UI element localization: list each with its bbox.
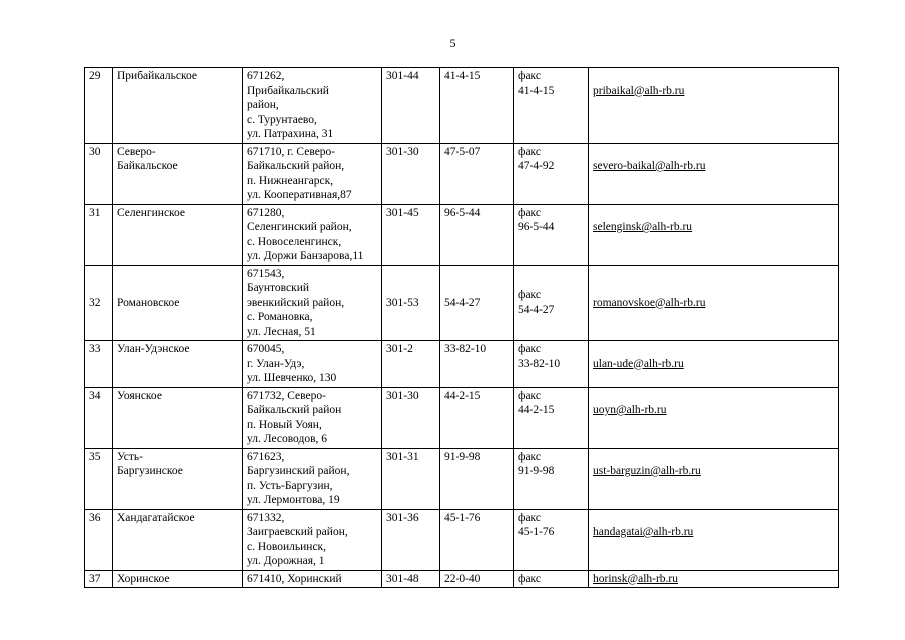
row-number-cell — [85, 204, 113, 265]
address-line: ул. Лесная, 51 — [247, 325, 316, 338]
fax-line: 54-4-27 — [518, 303, 555, 316]
email-cell — [589, 448, 839, 509]
forestry-name: Байкальское — [117, 160, 178, 172]
forestry-name-cell — [113, 143, 243, 204]
email-cell — [589, 143, 839, 204]
email-cell — [589, 204, 839, 265]
address-cell — [243, 143, 382, 204]
forestry-name: Уоянское — [117, 389, 162, 402]
email-link[interactable]: pribaikal@alh-rb.ru — [593, 84, 685, 97]
table-row — [85, 448, 839, 509]
phone-number: 47-5-07 — [444, 145, 481, 158]
fax-line: факс — [518, 70, 541, 82]
email-link[interactable]: horinsk@alh-rb.ru — [593, 572, 679, 585]
address-line: Байкальский район — [247, 404, 342, 416]
row-number-cell — [85, 68, 113, 144]
table-row — [85, 570, 839, 588]
phone-number: 54-4-27 — [444, 296, 481, 309]
address-line: 670045, — [247, 343, 285, 355]
fax-cell — [514, 570, 589, 588]
phone-code-cell — [382, 204, 440, 265]
fax-line: факс — [518, 511, 541, 524]
phone-code-cell — [382, 68, 440, 144]
address-line: ул. Лермонтова, 19 — [247, 494, 340, 506]
fax-line: 96-5-44 — [518, 221, 555, 233]
row-number: 29 — [89, 70, 101, 82]
address-line: ул. Шевченко, 130 — [247, 372, 337, 384]
forestry-name-cell — [113, 204, 243, 265]
phone-number: 22-0-40 — [444, 572, 481, 585]
email-cell — [589, 387, 839, 448]
email-cell — [589, 265, 839, 341]
forestry-name-cell — [113, 570, 243, 588]
row-number-cell — [85, 341, 113, 388]
forestry-name: Баргузинское — [117, 465, 183, 477]
table-row — [85, 341, 839, 388]
phone-code: 301-44 — [386, 70, 419, 82]
address-line: район, — [247, 99, 279, 111]
phone-code-cell — [382, 341, 440, 388]
forestry-name: Хандагатайское — [117, 511, 195, 524]
address-line: эвенкийский район, — [247, 296, 345, 309]
phone-cell — [440, 265, 514, 341]
phone-cell — [440, 68, 514, 144]
address-cell — [243, 204, 382, 265]
phone-code-cell — [382, 265, 440, 341]
address-line: ул. Дорожная, 1 — [247, 555, 325, 567]
forestry-name-cell — [113, 509, 243, 570]
table-row — [85, 387, 839, 448]
phone-cell — [440, 143, 514, 204]
phone-number: 91-9-98 — [444, 450, 481, 463]
row-number-cell — [85, 509, 113, 570]
table-row — [85, 143, 839, 204]
address-line: ул. Доржи Банзарова,11 — [247, 250, 364, 262]
address-line: п. Усть-Баргузин, — [247, 479, 333, 492]
address-line: с. Новоселенгинск, — [247, 235, 342, 248]
address-cell — [243, 570, 382, 588]
email-cell — [589, 509, 839, 570]
forestry-name-cell — [113, 387, 243, 448]
fax-line: 47-4-92 — [518, 160, 555, 172]
address-line: ул. Кооперативная,87 — [247, 189, 352, 201]
address-line: ул. Патрахина, 31 — [247, 128, 334, 140]
phone-cell — [440, 448, 514, 509]
address-line: с. Романовка, — [247, 311, 313, 323]
phone-code-cell — [382, 448, 440, 509]
row-number-cell — [85, 570, 113, 588]
email-link[interactable]: ust-barguzin@alh-rb.ru — [593, 465, 701, 477]
email-cell — [589, 570, 839, 588]
phone-cell — [440, 341, 514, 388]
address-line: с. Турунтаево, — [247, 113, 317, 126]
fax-cell — [514, 341, 589, 388]
fax-line: факс — [518, 145, 541, 158]
fax-cell — [514, 265, 589, 341]
address-line: Заиграевский район, — [247, 526, 348, 538]
forestry-name: Селенгинское — [117, 206, 186, 219]
phone-number: 44-2-15 — [444, 389, 481, 402]
phone-code-cell — [382, 509, 440, 570]
row-number-cell — [85, 143, 113, 204]
fax-cell — [514, 387, 589, 448]
phone-number: 41-4-15 — [444, 70, 481, 82]
fax-line: факс — [518, 343, 541, 355]
forestry-name: Романовское — [117, 296, 180, 309]
address-cell — [243, 509, 382, 570]
fax-line: факс — [518, 572, 541, 585]
address-cell — [243, 387, 382, 448]
phone-code: 301-30 — [386, 389, 419, 402]
email-spacer — [593, 389, 834, 404]
address-line: 671332, — [247, 511, 285, 524]
phone-cell — [440, 204, 514, 265]
email-link[interactable]: selenginsk@alh-rb.ru — [593, 221, 693, 233]
address-line: г. Улан-Удэ, — [247, 357, 305, 370]
email-cell — [589, 68, 839, 144]
table-body — [85, 68, 839, 588]
forestry-name-cell — [113, 265, 243, 341]
address-line: 671543, — [247, 267, 285, 280]
phone-code-cell — [382, 387, 440, 448]
phone-number: 45-1-76 — [444, 511, 481, 524]
phone-code: 301-36 — [386, 511, 419, 524]
row-number: 37 — [89, 572, 101, 585]
phone-code-cell — [382, 143, 440, 204]
fax-line: факс — [518, 450, 541, 463]
row-number: 35 — [89, 450, 101, 463]
forestry-name: Усть- — [117, 450, 143, 463]
phone-cell — [440, 570, 514, 588]
address-cell — [243, 448, 382, 509]
phone-cell — [440, 387, 514, 448]
row-number: 32 — [89, 296, 101, 309]
fax-cell — [514, 509, 589, 570]
address-cell — [243, 265, 382, 341]
email-link[interactable]: ulan-ude@alh-rb.ru — [593, 357, 684, 370]
address-line: 671732, Северо- — [247, 389, 326, 402]
fax-cell — [514, 68, 589, 144]
page-number: 5 — [449, 36, 456, 50]
email-link[interactable]: handagatai@alh-rb.ru — [593, 526, 694, 538]
address-line: Прибайкальский — [247, 84, 329, 97]
fax-line: 33-82-10 — [518, 357, 561, 370]
address-line: Байкальский район, — [247, 160, 345, 172]
row-number-cell — [85, 387, 113, 448]
address-line: п. Нижнеангарск, — [247, 174, 334, 187]
table-row — [85, 68, 839, 144]
fax-line: факс — [518, 389, 541, 402]
address-line: 671262, — [247, 70, 285, 82]
address-line: 671410, Хоринский — [247, 572, 342, 585]
forestry-name-cell — [113, 448, 243, 509]
fax-line: 44-2-15 — [518, 404, 555, 416]
forestry-name-cell — [113, 341, 243, 388]
forestry-name-cell — [113, 68, 243, 144]
row-number: 36 — [89, 511, 101, 524]
fax-line: факс — [518, 206, 541, 219]
row-number-cell — [85, 448, 113, 509]
fax-line: 91-9-98 — [518, 465, 555, 477]
address-line: ул. Лесоводов, 6 — [247, 433, 328, 445]
table-row — [85, 265, 839, 341]
address-line: Селенгинский район, — [247, 221, 352, 233]
phone-code: 301-53 — [386, 296, 419, 309]
address-line: 671280, — [247, 206, 285, 219]
forestry-name: Хоринское — [117, 572, 170, 585]
email-link[interactable]: romanovskoe@alh-rb.ru — [593, 296, 706, 309]
fax-cell — [514, 204, 589, 265]
forestry-name: Улан-Удэнское — [117, 343, 190, 355]
address-cell — [243, 68, 382, 144]
email-link[interactable]: uoyn@alh-rb.ru — [593, 404, 667, 416]
phone-cell — [440, 509, 514, 570]
address-line: Баргузинский район, — [247, 465, 350, 477]
row-number: 30 — [89, 145, 101, 158]
address-cell — [243, 341, 382, 388]
email-spacer — [593, 450, 834, 465]
row-number: 31 — [89, 206, 101, 219]
address-line: Баунтовский — [247, 282, 310, 294]
address-line: 671710, г. Северо- — [247, 145, 336, 158]
email-spacer — [593, 206, 834, 221]
phone-number: 96-5-44 — [444, 206, 481, 219]
fax-line: факс — [518, 289, 541, 302]
phone-code: 301-31 — [386, 450, 419, 463]
table-row — [85, 204, 839, 265]
phone-code: 301-45 — [386, 206, 419, 219]
phone-code: 301-2 — [386, 343, 413, 355]
forestry-name: Прибайкальское — [117, 70, 198, 82]
fax-line: 45-1-76 — [518, 526, 555, 538]
forestry-directory-table — [84, 67, 839, 588]
phone-code-cell — [382, 570, 440, 588]
email-spacer — [593, 145, 834, 160]
table-row — [85, 509, 839, 570]
email-spacer — [593, 511, 834, 526]
fax-line: 41-4-15 — [518, 84, 555, 97]
phone-number: 33-82-10 — [444, 343, 487, 355]
email-spacer — [593, 69, 834, 84]
phone-code: 301-48 — [386, 572, 419, 585]
fax-cell — [514, 448, 589, 509]
row-number: 33 — [89, 343, 101, 355]
address-line: п. Новый Уоян, — [247, 418, 322, 431]
fax-cell — [514, 143, 589, 204]
address-line: с. Новоильинск, — [247, 540, 327, 553]
address-line: 671623, — [247, 450, 285, 463]
email-spacer — [593, 342, 834, 357]
row-number-cell — [85, 265, 113, 341]
email-link[interactable]: severo-baikal@alh-rb.ru — [593, 160, 706, 172]
forestry-name: Северо- — [117, 145, 156, 158]
phone-code: 301-30 — [386, 145, 419, 158]
email-cell — [589, 341, 839, 388]
row-number: 34 — [89, 389, 101, 402]
